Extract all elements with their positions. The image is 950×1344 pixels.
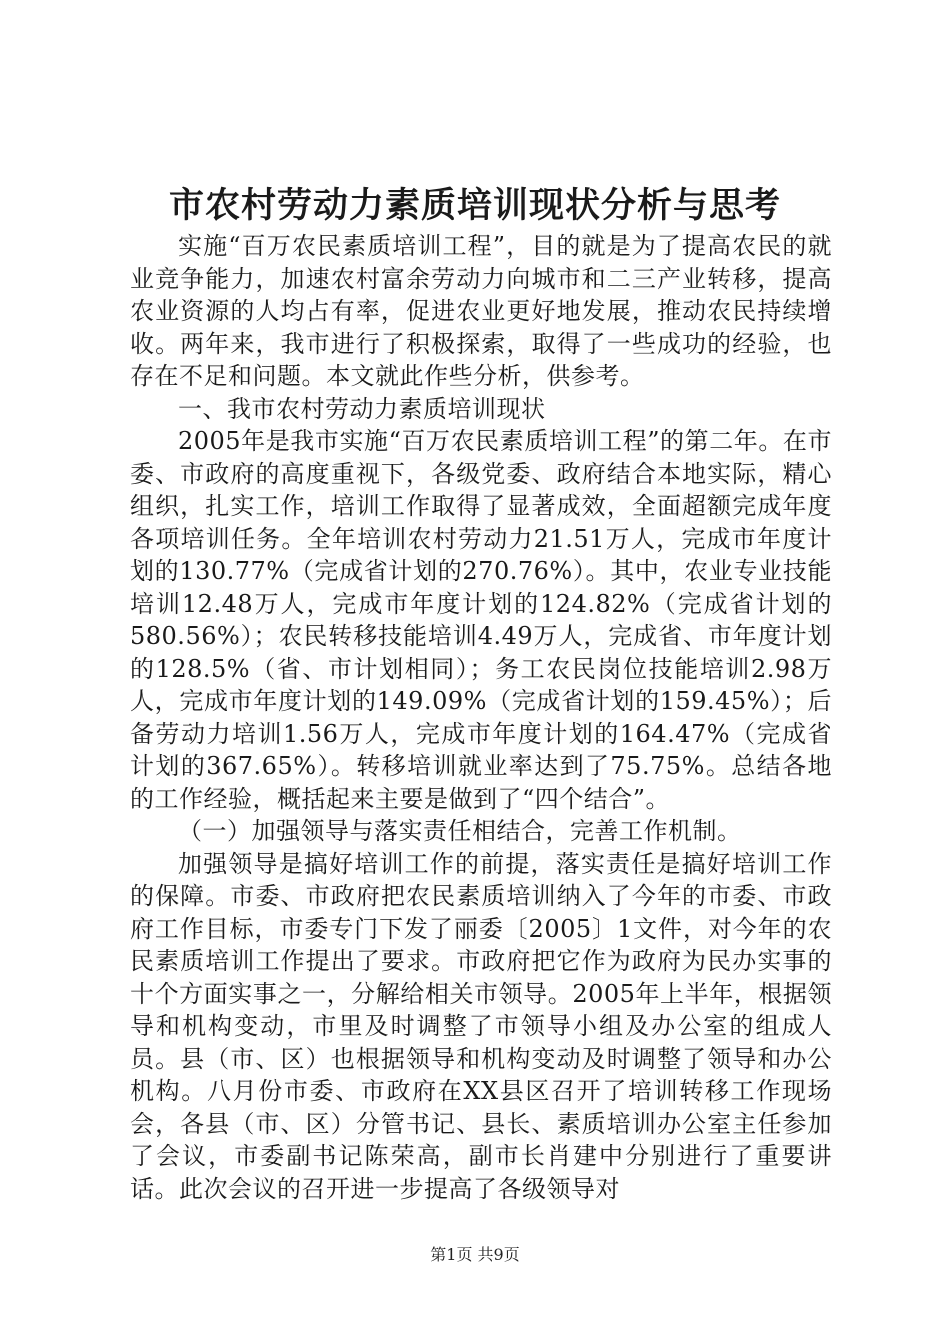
paragraph-leadership: 加强领导是搞好培训工作的前提，落实责任是搞好培训工作的保障。市委、市政府把农民素质培训纳入了今年的市委、市政府工作目标，市委专门下发了丽委〔2005〕1文件，对今年的农民素质培训工作提出了要求。市政府把它作为政府为民办实事的十个方面实事之一，分解给相关市领导。2005年上半年，根据领导和机构变动，市里及时调整了市领导小组及办公室的组成人员。县（市、区）也根据领导和机构变动及时调整了领导和办公机构。八月份市委、市政府在XX县区召开了培训转移工作现场会，各县（市、区）分管书记、县长、素质培训办公室主任参加了会议，市委副书记陈荣高，副市长肖建中分别进行了重要讲话。此次会议的召开进一步提高了各级领导对: [130, 849, 832, 1203]
page-footer: 第1页 共9页: [430, 1245, 520, 1264]
subsection-heading-1: （一）加强领导与落实责任相结合，完善工作机制。: [178, 817, 742, 845]
section-heading-1: 一、我市农村劳动力素质培训现状: [178, 394, 546, 423]
document-title: 市农村劳动力素质培训现状分析与思考: [168, 185, 781, 226]
paragraph-status: 2005年是我市实施“百万农民素质培训工程”的第二年。在市委、市政府的高度重视下，各级党委、政府结合本地实际，精心组织，扎实工作，培训工作取得了显著成效，全面超额完成年度各项培训任务。全年培训农村劳动力21.51万人，完成市年度计划的130.77%（完成省计划的270.76%）。其中，农业专业技能培训12.48万人，完成市年度计划的124.82%（完成省计划的580.56%）；农民转移技能培训4.49万人，完成省、市年度计划的128.5%（省、市计划相同）；务工农民岗位技能培训2.98万人，完成市年度计划的149.09%（完成省计划的159.45%）；后备劳动力培训1.56万人，完成市年度计划的164.47%（完成省计划的367.65%）。转移培训就业率达到了75.75%。总结各地的工作经验，概括起来主要是做到了“四个结合”。: [130, 427, 832, 813]
document-body: [130, 230, 832, 1205]
paragraph-intro: 实施“百万农民素质培训工程”，目的就是为了提高农民的就业竞争能力，加速农村富余劳动力向城市和二三产业转移，提高农业资源的人均占有率，促进农业更好地发展，推动农民持续增收。两年来，我市进行了积极探索，取得了一些成功的经验，也存在不足和问题。本文就此作些分析，供参考。: [130, 232, 832, 390]
